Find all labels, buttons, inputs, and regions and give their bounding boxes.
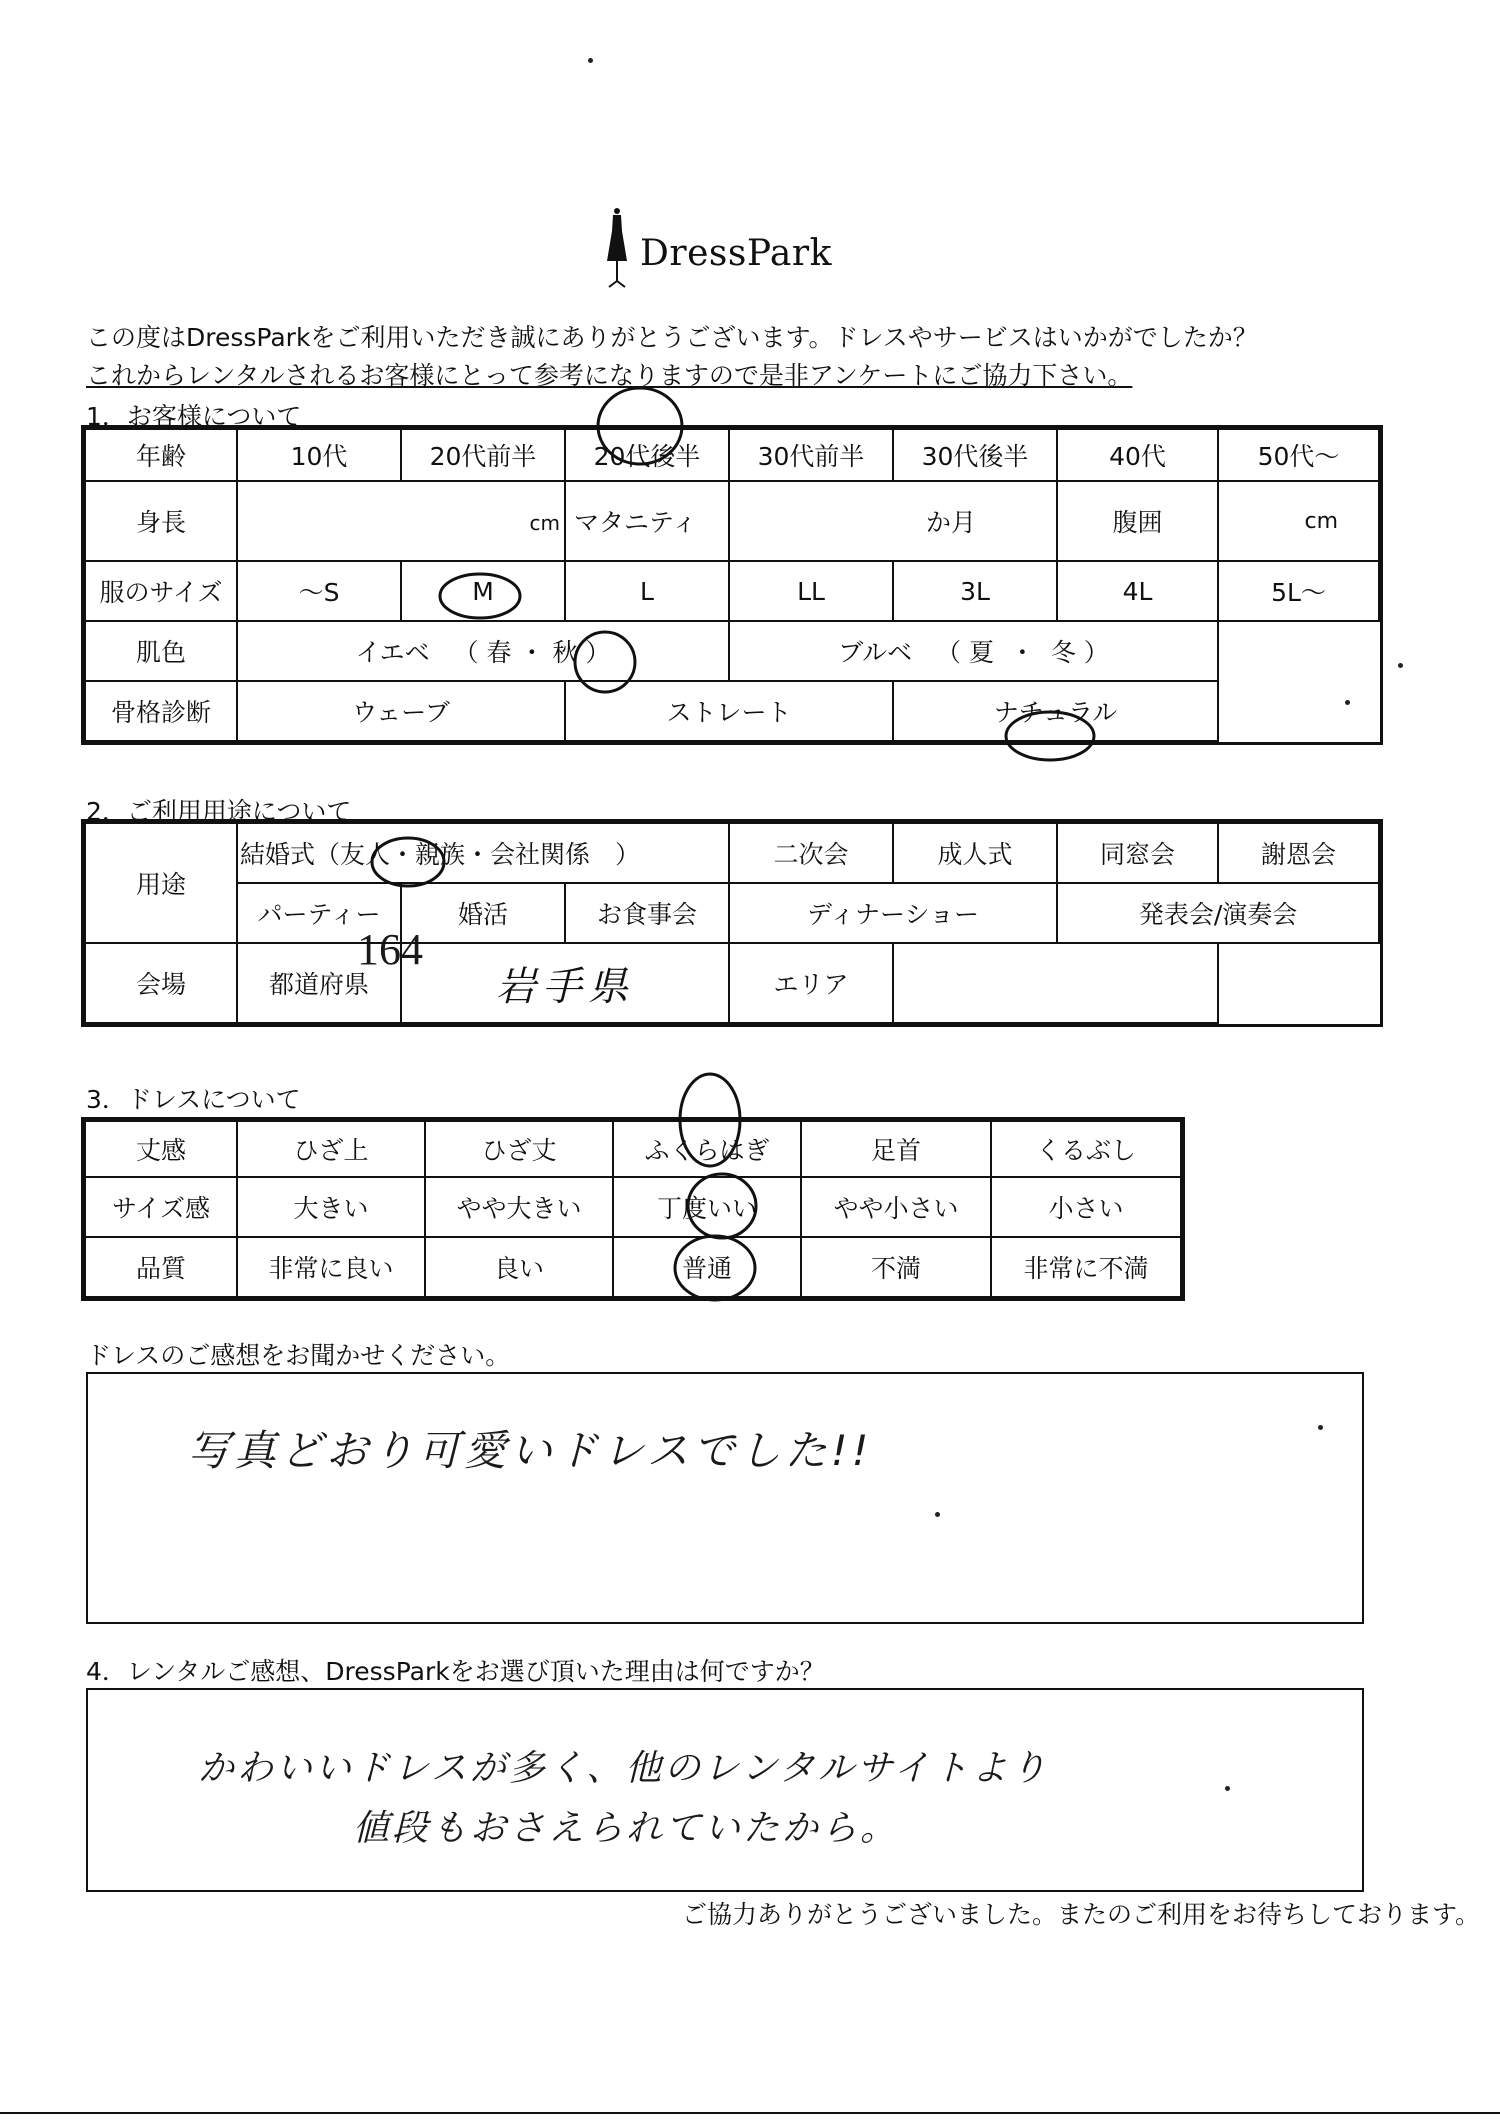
- scan-speck: [935, 1512, 940, 1517]
- reason-answer-line-1: かわいいドレスが多く、他のレンタルサイトより: [198, 1748, 1050, 1789]
- age-row: [85, 429, 1379, 481]
- usage-label: 用途: [85, 823, 237, 943]
- bone-label: 骨格診断: [85, 681, 237, 741]
- bone-option[interactable]: ストレート: [565, 681, 893, 741]
- scan-speck: [1318, 1425, 1323, 1430]
- bottom-divider: [0, 2112, 1500, 2114]
- bone-option[interactable]: ウェーブ: [237, 681, 565, 741]
- paren-open: （: [936, 638, 962, 667]
- quality-option[interactable]: 非常に不満: [991, 1237, 1181, 1297]
- venue-row: [85, 943, 1379, 1023]
- length-row: [85, 1121, 1181, 1177]
- paren-close: ）: [1083, 638, 1109, 667]
- fit-option-selected[interactable]: 丁度いい: [613, 1177, 801, 1237]
- fit-option[interactable]: 小さい: [991, 1177, 1181, 1237]
- empty-cell: [1218, 943, 1379, 1023]
- impression-prompt: ドレスのご感想をお聞かせください。: [86, 1341, 511, 1370]
- usage-option[interactable]: ディナーショー: [729, 883, 1057, 943]
- fit-row: [85, 1177, 1181, 1237]
- yellow-base: イエベ: [355, 638, 430, 667]
- scan-speck: [1225, 1786, 1230, 1791]
- age-option[interactable]: 30代前半: [729, 429, 893, 481]
- size-option[interactable]: 5L～: [1218, 561, 1379, 621]
- waist-label: 腹囲: [1057, 481, 1218, 561]
- size-option-selected[interactable]: M: [401, 561, 565, 621]
- section3-title: 3．ドレスについて: [86, 1085, 301, 1114]
- size-option[interactable]: 4L: [1057, 561, 1218, 621]
- usage-table: [84, 822, 1380, 1024]
- prefecture-field[interactable]: [401, 943, 729, 1023]
- section1-title: 1．お客様について: [86, 402, 302, 431]
- scan-speck: [588, 58, 593, 63]
- length-option[interactable]: 足首: [801, 1121, 991, 1177]
- usage-option[interactable]: 婚活: [401, 883, 565, 943]
- blue-base: ブルベ: [838, 638, 913, 667]
- skin-summer[interactable]: 夏: [969, 638, 995, 667]
- impression-answer: 写真どおり可愛いドレスでした!!: [188, 1426, 873, 1475]
- wedding-label: 結婚式（: [240, 840, 341, 869]
- age-option[interactable]: 20代前半: [401, 429, 565, 481]
- usage-row-2: [85, 883, 1379, 943]
- quality-label: 品質: [85, 1237, 237, 1297]
- section4-title: 4．レンタルご感想、DressParkをお選び頂いた理由は何ですか？: [86, 1657, 825, 1686]
- fit-option[interactable]: やや大きい: [425, 1177, 613, 1237]
- skin-winter[interactable]: 冬: [1050, 638, 1076, 667]
- thank-you-footer: ご協力ありがとうございました。またのご利用をお待ちしております。: [681, 1900, 1480, 1929]
- length-option[interactable]: ひざ丈: [425, 1121, 613, 1177]
- separator: ・: [1009, 638, 1035, 667]
- usage-friend-selected[interactable]: 友人: [340, 840, 391, 869]
- reason-answer-line-2: 値段もおさえられていたから。: [353, 1808, 900, 1849]
- height-unit: cm: [529, 510, 560, 535]
- size-option[interactable]: L: [565, 561, 729, 621]
- maternity-months[interactable]: か月: [729, 481, 1057, 561]
- usage-option[interactable]: 成人式: [893, 823, 1057, 883]
- size-option[interactable]: 3L: [893, 561, 1057, 621]
- height-label: 身長: [85, 481, 237, 561]
- length-option-selected[interactable]: ふくらはぎ: [613, 1121, 801, 1177]
- skin-autumn-selected[interactable]: 秋: [552, 638, 578, 667]
- intro-line-2: これからレンタルされるお客様にとって参考になりますので是非アンケートにご協力下さい。: [86, 361, 1133, 390]
- impression-box[interactable]: [86, 1372, 1364, 1624]
- quality-option[interactable]: 不満: [801, 1237, 991, 1297]
- age-label: 年齢: [85, 429, 237, 481]
- dress-icon: [600, 205, 634, 291]
- height-field[interactable]: 164 cm: [237, 481, 565, 561]
- size-option[interactable]: LL: [729, 561, 893, 621]
- scan-speck: [1398, 663, 1403, 668]
- fit-label: サイズ感: [85, 1177, 237, 1237]
- usage-option[interactable]: パーティー: [237, 883, 401, 943]
- usage-row-1: [85, 823, 1379, 883]
- empty-cell: [1218, 681, 1379, 741]
- skin-row: [85, 621, 1379, 681]
- length-option[interactable]: くるぶし: [991, 1121, 1181, 1177]
- skin-blue[interactable]: [729, 621, 1218, 681]
- usage-option[interactable]: お食事会: [565, 883, 729, 943]
- empty-cell: [1218, 621, 1379, 681]
- usage-option[interactable]: 発表会/演奏会: [1057, 883, 1379, 943]
- age-option[interactable]: 30代後半: [893, 429, 1057, 481]
- section2-title: 2．ご利用用途について: [86, 797, 352, 826]
- intro-line-1: この度はDressParkをご利用いただき誠にありがとうございます。ドレスやサービスはいかがでしたか？: [86, 323, 1258, 352]
- skin-yellow[interactable]: [237, 621, 729, 681]
- prefecture-value: 岩手県: [496, 963, 635, 1010]
- fit-option[interactable]: 大きい: [237, 1177, 425, 1237]
- quality-option-selected[interactable]: 普通: [613, 1237, 801, 1297]
- age-option-selected[interactable]: 20代後半: [565, 429, 729, 481]
- skin-label: 肌色: [85, 621, 237, 681]
- area-field[interactable]: [893, 943, 1218, 1023]
- skin-spring[interactable]: 春: [486, 638, 512, 667]
- area-label: エリア: [729, 943, 893, 1023]
- bone-option-selected[interactable]: ナチュラル: [893, 681, 1218, 741]
- size-option[interactable]: ～S: [237, 561, 401, 621]
- bone-row: [85, 681, 1379, 741]
- usage-option[interactable]: 謝恩会: [1218, 823, 1379, 883]
- size-row: [85, 561, 1379, 621]
- scan-speck: [1345, 700, 1350, 705]
- size-label: 服のサイズ: [85, 561, 237, 621]
- paren-close: ）: [585, 638, 611, 667]
- height-row: [85, 481, 1379, 561]
- maternity-label: マタニティ: [565, 481, 729, 561]
- age-option[interactable]: 50代～: [1218, 429, 1379, 481]
- quality-option[interactable]: 非常に良い: [237, 1237, 425, 1297]
- separator: ・: [519, 638, 545, 667]
- brand-logo: [600, 205, 840, 295]
- length-label: 丈感: [85, 1121, 237, 1177]
- wedding-options: ・親族・会社関係 ）: [390, 840, 641, 869]
- fit-option[interactable]: やや小さい: [801, 1177, 991, 1237]
- usage-option[interactable]: 二次会: [729, 823, 893, 883]
- reason-box[interactable]: [86, 1688, 1364, 1892]
- waist-unit[interactable]: cm: [1218, 481, 1379, 561]
- paren-open: （: [453, 638, 479, 667]
- brand-name: DressPark: [640, 233, 832, 274]
- quality-option[interactable]: 良い: [425, 1237, 613, 1297]
- dress-table: [84, 1120, 1182, 1298]
- quality-row: [85, 1237, 1181, 1297]
- age-option[interactable]: 10代: [237, 429, 401, 481]
- length-option[interactable]: ひざ上: [237, 1121, 425, 1177]
- usage-option[interactable]: 同窓会: [1057, 823, 1218, 883]
- usage-wedding[interactable]: [237, 823, 729, 883]
- age-option[interactable]: 40代: [1057, 429, 1218, 481]
- prefecture-label: 都道府県: [237, 943, 401, 1023]
- venue-label: 会場: [85, 943, 237, 1023]
